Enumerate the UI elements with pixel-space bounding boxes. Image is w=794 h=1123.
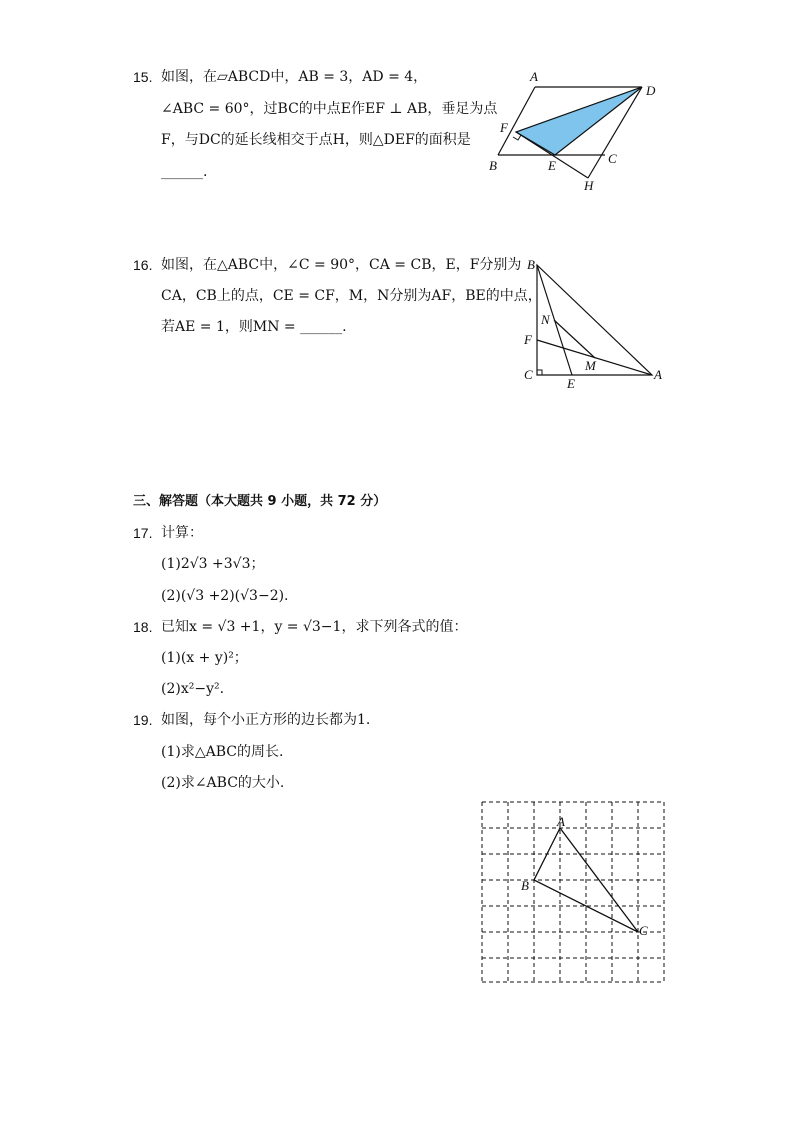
label-h: H bbox=[584, 178, 594, 193]
label-e: E bbox=[548, 158, 556, 173]
q15-number: 15. bbox=[133, 69, 153, 85]
q15-line2: ∠ABC = 60°，过BC的中点E作EF ⊥ AB，垂足为点 bbox=[161, 101, 498, 117]
label-f: F bbox=[524, 332, 532, 347]
label-a: A bbox=[530, 69, 538, 84]
right-angle-mark-c bbox=[537, 370, 542, 375]
q18-part1: (1)(x + y)²； bbox=[161, 650, 248, 666]
label-a: A bbox=[557, 814, 565, 829]
label-c: C bbox=[524, 367, 533, 382]
label-f: F bbox=[500, 120, 508, 135]
q15-blank: ______. bbox=[161, 164, 208, 180]
label-b: B bbox=[521, 878, 529, 893]
label-c: C bbox=[639, 923, 648, 938]
q16-figure bbox=[515, 255, 675, 395]
triangle-def-fill bbox=[516, 87, 642, 155]
label-b: B bbox=[527, 257, 535, 272]
q17-number: 17. bbox=[133, 525, 153, 541]
q18-part2: (2)x²−y². bbox=[161, 681, 225, 697]
q19-part1: (1)求△ABC的周长. bbox=[161, 744, 284, 760]
q16-line3: 若AE = 1，则MN = ______. bbox=[161, 319, 347, 335]
q18-title: 已知x = √3 +1，y = √3−1，求下列各式的值： bbox=[161, 619, 468, 635]
right-angle-mark-f bbox=[513, 135, 521, 140]
q17-part1: (1)2√3 +3√3； bbox=[161, 556, 265, 572]
q15-figure bbox=[480, 60, 680, 200]
q16-line2: CA，CB上的点，CE = CF，M，N分别为AF，BE的中点， bbox=[161, 288, 542, 304]
label-n: N bbox=[541, 312, 550, 327]
q19-grid-figure bbox=[478, 798, 670, 986]
q18-number: 18. bbox=[133, 619, 153, 635]
q19-title: 如图，每个小正方形的边长都为1. bbox=[161, 712, 371, 728]
q15-line1: 如图，在▱ABCD中，AB = 3，AD = 4， bbox=[161, 69, 428, 85]
label-m: M bbox=[585, 358, 596, 373]
label-e: E bbox=[567, 376, 575, 391]
q16-number: 16. bbox=[133, 257, 153, 273]
label-b: B bbox=[489, 158, 497, 173]
q15-line3: F，与DC的延长线相交于点H，则△DEF的面积是 bbox=[161, 132, 471, 148]
dashed-grid bbox=[482, 802, 664, 982]
section-title: 三、解答题（本大题共 9 小题，共 72 分） bbox=[133, 494, 387, 509]
label-d: D bbox=[646, 83, 656, 98]
q17-title: 计算： bbox=[161, 525, 203, 541]
q19-part2: (2)求∠ABC的大小. bbox=[161, 775, 285, 791]
label-c: C bbox=[608, 151, 617, 166]
q19-number: 19. bbox=[133, 712, 153, 728]
q16-line1: 如图，在△ABC中，∠C = 90°，CA = CB，E，F分别为 bbox=[161, 257, 522, 273]
q17-part2: (2)(√3 +2)(√3−2). bbox=[161, 588, 289, 604]
label-a: A bbox=[654, 367, 662, 382]
